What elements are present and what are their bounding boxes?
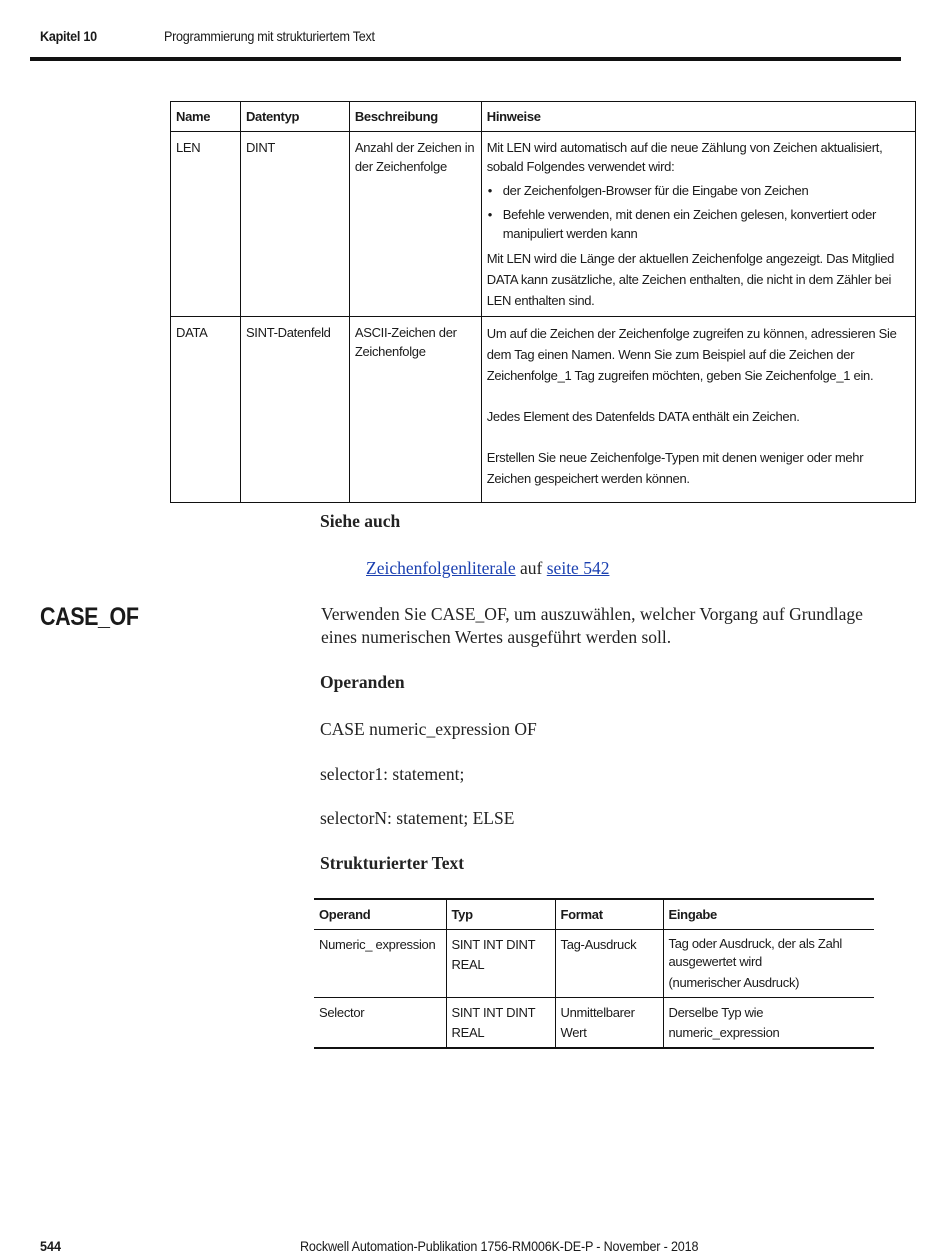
table-row <box>314 998 874 1049</box>
column-header-type: Typ <box>446 899 555 930</box>
cell-name: DATA <box>171 317 241 503</box>
cell-operand: Selector <box>314 998 446 1049</box>
cell-operand: Numeric_ expression <box>314 930 446 998</box>
column-header-datatype: Datentyp <box>240 102 349 132</box>
cell-name: LEN <box>171 132 241 317</box>
structured-text-heading: Strukturierter Text <box>320 853 465 873</box>
page-number: 544 <box>40 1238 62 1254</box>
string-members-table <box>170 101 916 503</box>
table-row <box>171 132 916 317</box>
section-heading-case-of: CASE_OF <box>40 603 139 631</box>
cell-input: Derselbe Typ wie numeric_expression <box>663 998 874 1049</box>
notes-bullet-list <box>487 181 910 243</box>
cell-description: Anzahl der Zeichen in der Zeichenfolge <box>349 132 481 317</box>
cell-input <box>663 930 874 998</box>
cell-type: SINT INT DINT REAL <box>446 998 555 1049</box>
cell-notes <box>481 317 915 503</box>
cell-type: SINT INT DINT REAL <box>446 930 555 998</box>
notes-paragraph: Erstellen Sie neue Zeichenfolge-Typen mit denen weniger oder mehr Zeichen gespeichert werden können. <box>486 450 864 486</box>
see-also-reference <box>366 558 609 579</box>
page-link[interactable]: seite 542 <box>546 558 610 578</box>
cell-datatype: SINT-Datenfeld <box>240 317 349 503</box>
column-header-notes: Hinweise <box>481 102 915 132</box>
list-item: • der Zeichenfolgen-Browser für die Eingabe von Zeichen <box>487 181 910 200</box>
notes-outro: Mit LEN wird die Länge der aktuellen Zeichenfolge angezeigt. Das Mitglied DATA kann zusätzliche, alte Zeichen enthalten, die nicht in dem Zähler bei LEN enthalten sind. <box>486 251 895 308</box>
string-literals-link[interactable]: Zeichenfolgenliterale <box>366 558 516 578</box>
reference-connector: auf <box>515 558 547 578</box>
cell-description: ASCII-Zeichen der Zeichenfolge <box>349 317 481 503</box>
input-description: Tag oder Ausdruck, der als Zahl ausgewertet wird <box>668 936 843 969</box>
table-header-row <box>314 899 874 930</box>
syntax-line: selectorN: statement; ELSE <box>320 808 515 828</box>
case-of-intro: Verwenden Sie CASE_OF, um auszuwählen, welcher Vorgang auf Grundlage eines numerischen Wertes ausgeführt werden soll. <box>321 604 863 647</box>
notes-paragraph: Jedes Element des Datenfelds DATA enthält ein Zeichen. <box>486 409 800 424</box>
see-also-heading: Siehe auch <box>320 511 401 531</box>
table-header-row <box>171 102 916 132</box>
notes-paragraph: Um auf die Zeichen der Zeichenfolge zugreifen zu können, adressieren Sie dem Tag einen Namen. Wenn Sie zum Beispiel auf die Zeichen der Zeichenfolge_1 Tag zugreifen möchten, geben Sie Zeichenfolge_1 ein. <box>486 326 897 383</box>
column-header-input: Eingabe <box>663 899 874 930</box>
cell-format: Unmittelbarer Wert <box>555 998 663 1049</box>
table-row <box>314 930 874 998</box>
cell-format: Tag-Ausdruck <box>555 930 663 998</box>
table-row <box>171 317 916 503</box>
column-header-name: Name <box>171 102 241 132</box>
cell-datatype: DINT <box>240 132 349 317</box>
syntax-line: CASE numeric_expression OF <box>320 719 537 739</box>
publication-info: Rockwell Automation-Publikation 1756-RM006K-DE-P - November - 2018 <box>300 1238 699 1254</box>
chapter-title: Programmierung mit strukturiertem Text <box>164 28 375 44</box>
cell-notes <box>481 132 915 317</box>
operands-heading: Operanden <box>320 672 405 692</box>
chapter-label: Kapitel 10 <box>40 28 97 44</box>
column-header-operand: Operand <box>314 899 446 930</box>
list-item: • Befehle verwenden, mit denen ein Zeichen gelesen, konvertiert oder manipuliert werden kann <box>487 205 910 243</box>
notes-intro: Mit LEN wird automatisch auf die neue Zählung von Zeichen aktualisiert, sobald Folgendes verwendet wird: <box>486 140 883 174</box>
column-header-description: Beschreibung <box>349 102 481 132</box>
column-header-format: Format <box>555 899 663 930</box>
input-note: (numerischer Ausdruck) <box>668 975 800 990</box>
header-divider <box>30 57 901 61</box>
syntax-line: selector1: statement; <box>320 764 465 784</box>
operand-table <box>314 898 874 1049</box>
